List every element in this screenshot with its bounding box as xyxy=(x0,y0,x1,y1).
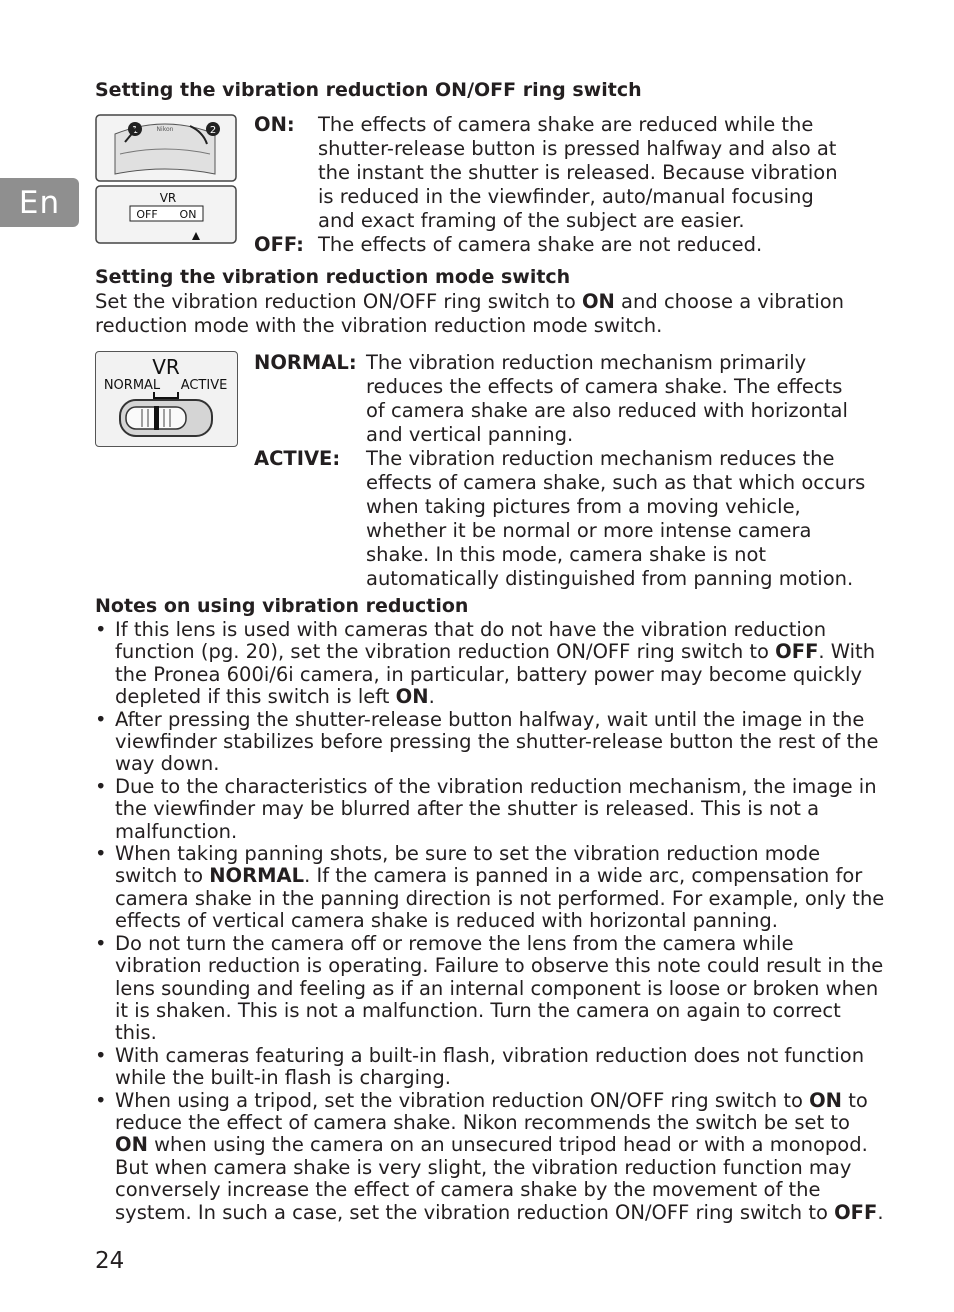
mode-switch-figure xyxy=(95,351,238,447)
section-heading-onoff: Setting the vibration reduction ON/OFF ring switch xyxy=(95,79,642,101)
mode-intro: Set the vibration reduction ON/OFF ring switch to ON and choose a vibration reduction mode with the vibration reduction mode switch. xyxy=(95,290,845,337)
list-item: • Do not turn the camera off or remove the lens from the camera while vibration reduction is operating. Failure to observe this note could result in the lens sounding and feeling as if an internal component is loose or broken when it is shaken. This is not a malfunction. Turn the camera on again to correct this. xyxy=(95,931,884,1045)
lens-ring-illustration xyxy=(95,114,237,244)
page-number: 24 xyxy=(95,1248,125,1274)
desc-on: The effects of camera shake are reduced while the shutter-release button is pressed halfway and also at the instant the shutter is released. Because vibration is reduced in the viewfinder, auto/manual focusing and exact framing of the subject are easier. xyxy=(318,113,838,232)
language-tab: En xyxy=(0,178,79,227)
list-item: • After pressing the shutter-release button halfway, wait until the image in the viewfinder stabilizes before pressing the shutter-release button the rest of the way down. xyxy=(95,707,879,776)
mode-switch-illustration xyxy=(96,352,237,446)
term-active: ACTIVE: xyxy=(254,447,341,470)
term-on: ON: xyxy=(254,113,295,136)
vr-label: VR xyxy=(159,191,177,205)
term-normal: NORMAL: xyxy=(254,351,357,374)
mode-definitions xyxy=(254,351,866,591)
mode-vr-label: VR xyxy=(152,355,180,379)
definition-active xyxy=(254,447,866,591)
ring-switch-figure xyxy=(95,114,237,244)
definition-off xyxy=(254,233,854,257)
normal-label: NORMAL xyxy=(103,378,161,393)
definition-normal xyxy=(254,351,866,447)
svg-text:1: 1 xyxy=(131,125,139,136)
definition-on xyxy=(254,113,854,233)
term-off: OFF: xyxy=(254,233,304,256)
list-item: • With cameras featuring a built-in flash, vibration reduction does not function while the built-in flash is charging. xyxy=(95,1043,865,1090)
desc-off: The effects of camera shake are not reduced. xyxy=(318,233,763,256)
svg-text:2: 2 xyxy=(209,125,217,136)
brand-mark: Nikon xyxy=(156,126,174,133)
desc-active: The vibration reduction mechanism reduces the effects of camera shake, such as that which occurs when taking pictures from a moving vehicle, whether it be normal or more intense camera shake. In this mode, camera shake is not automatically distinguished from panning motion. xyxy=(366,447,866,590)
active-label: ACTIVE xyxy=(180,378,228,393)
on-label: ON xyxy=(179,208,197,221)
section-heading-notes: Notes on using vibration reduction xyxy=(95,595,469,617)
list-item: • Due to the characteristics of the vibration reduction mechanism, the image in the viewfinder may be blurred after the shutter is released. This is not a malfunction. xyxy=(95,774,877,843)
notes-list xyxy=(95,619,885,1224)
list-item: • If this lens is used with cameras that do not have the vibration reduction function (pg. 20), set the vibration reduction ON/OFF ring switch to OFF. With the Pronea 600i/6i camera, in particular, battery power may become quickly depleted if this switch is left ON. xyxy=(95,618,876,709)
list-item: • When using a tripod, set the vibration reduction ON/OFF ring switch to ON to reduce the effect of camera shake. Nikon recommends the switch be set to ON when using the camera on an unsecured tripod head or with a monopod. But when camera shake is very slight, the vibration reduction function may conversely increase the effect of camera shake by the movement of the system. In such a case, set the vibration reduction ON/OFF ring switch to OFF. xyxy=(95,1088,884,1224)
onoff-definitions xyxy=(254,113,854,257)
off-label: OFF xyxy=(136,208,158,221)
section-heading-mode: Setting the vibration reduction mode switch xyxy=(95,266,571,288)
list-item: • When taking panning shots, be sure to set the vibration reduction mode switch to NORMAL. If the camera is panned in a wide arc, compensation for camera shake in the panning direction is not performed. For example, only the effects of vertical camera shake is reduced with horizontal panning. xyxy=(95,842,885,933)
desc-normal: The vibration reduction mechanism primarily reduces the effects of camera shake. The effects of camera shake are also reduced with horizontal and vertical panning. xyxy=(366,351,848,446)
